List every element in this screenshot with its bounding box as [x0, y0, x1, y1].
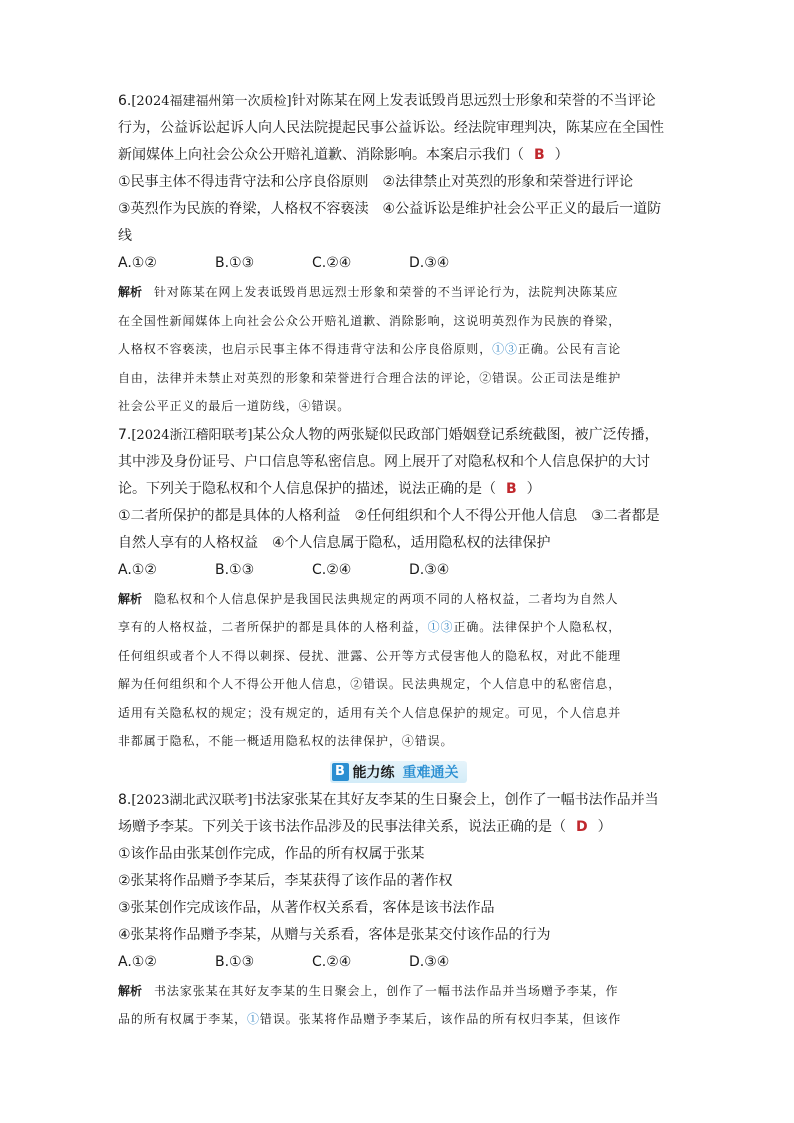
- choice-d: D.③④: [409, 561, 450, 578]
- question-7-options-row2: 自然人享有的人格权益 ④个人信息属于隐私，适用隐私权的法律保护: [118, 534, 551, 551]
- section-banner: [330, 761, 467, 783]
- question-8-choices: [118, 949, 678, 976]
- question-6-stem-line2: 行为，公益诉讼起诉人向人民法院提起民事公益诉讼。经法院审理判决，陈某应在全国性: [118, 120, 664, 136]
- question-6: [118, 88, 678, 420]
- question-7-stem: 7.[2024浙江稽阳联考]某公众人物的两张疑似民政部门婚姻登记系统截图，被广泛传播，: [118, 426, 659, 443]
- choice-d: D.③④: [409, 953, 450, 970]
- question-6-options-row2: ③英烈作为民族的脊梁，人格权不容亵渎 ④公益诉讼是维护社会公平正义的最后一道防: [118, 201, 662, 217]
- explanation-label: 解析: [118, 591, 143, 606]
- question-7-answer: B: [506, 480, 517, 497]
- highlight-options: ①③: [492, 342, 518, 356]
- section-header: [118, 759, 678, 785]
- question-6-answer: B: [534, 147, 545, 163]
- question-8-stem-line2: 场赠予李某。下列关于该书法作品涉及的民事法律关系，说法正确的是（ D ）: [118, 818, 612, 835]
- question-8-option-3: ③张某创作完成该作品，从著作权关系看，客体是该书法作品: [118, 899, 495, 916]
- question-8-stem: 8.[2023湖北武汉联考]书法家张某在其好友李某的生日聚会上，创作了一幅书法作品并当: [118, 791, 659, 808]
- choice-c: C.②④: [312, 561, 352, 578]
- question-7: [118, 422, 678, 755]
- question-8-explanation: 解析 书法家张某在其好友李某的生日聚会上，创作了一幅书法作品并当场赠予李某，作 品的所有权属于李某，①错误。张某将作品赠予李某后，该作品的所有权归李某，但该作: [118, 983, 622, 1026]
- choice-b: B.①③: [215, 953, 255, 970]
- question-7-choices: [118, 557, 678, 584]
- document-page: [118, 88, 678, 1035]
- section-subtitle: 重难通关: [402, 764, 459, 781]
- question-8-option-2: ②张某将作品赠予李某后，李某获得了该作品的著作权: [118, 872, 453, 889]
- question-6-stem-line3: 新闻媒体上向社会公众公开赔礼道歉、消除影响。本案启示我们（ B ）: [118, 147, 569, 163]
- choice-c: C.②④: [312, 255, 352, 271]
- question-7-stem-line2: 其中涉及身份证号、户口信息等私密信息。网上展开了对隐私权和个人信息保护的大讨: [118, 453, 650, 470]
- explanation-label: 解析: [118, 285, 143, 299]
- explanation-label: 解析: [118, 983, 143, 998]
- section-badge: B: [332, 763, 349, 781]
- question-7-source: [2024浙江稽阳联考]: [131, 427, 253, 443]
- question-8: [118, 787, 678, 1033]
- question-8-option-4: ④张某将作品赠予李某，从赠与关系看，客体是张某交付该作品的行为: [118, 926, 551, 943]
- question-6-stem: 6.[2024福建福州第一次质检]针对陈某在网上发表诋毁肖思远烈士形象和荣誉的不当评论: [118, 93, 656, 109]
- choice-a: A.①②: [118, 953, 157, 970]
- question-6-options-row3: 线: [118, 228, 132, 244]
- section-title: 能力练: [352, 764, 395, 781]
- highlight-options: ①③: [427, 620, 454, 634]
- question-7-options-row1: ①二者所保护的都是具体的人格利益 ②任何组织和个人不得公开他人信息 ③二者都是: [118, 507, 660, 524]
- question-6-explanation: 解析 针对陈某在网上发表诋毁肖思远烈士形象和荣誉的不当评论行为，法院判决陈某应 在全国性新闻媒体上向社会公众公开赔礼道歉、消除影响，这说明英烈作为民族的脊梁， 人格权不容亵渎，也启示民事主体不得违背守法和公序良俗原则，①③正确。公民有言论 自由，法律并未禁止对英烈的形象和荣誉进行合理合法的评论，②错误。公正司法是维护 社会公平正义的最后一道防线，④错误。: [118, 285, 622, 413]
- question-7-explanation: 解析 隐私权和个人信息保护是我国民法典规定的两项不同的人格权益，二者均为自然人 享有的人格权益，二者所保护的都是具体的人格利益，①③正确。法律保护个人隐私权， 任何组织或者个人不得以刺探、侵扰、泄露、公开等方式侵害他人的隐私权，对此不能理 解为任何组织和个人不得公开他人信息，②错误。民法典规定，个人信息中的私密信息， 适用有关隐私权的规定；没有规定的，适用有关个人信息保护的规定。可见，个人信息并 非都属于隐私，不能一概适用隐私权的法律保护，④错误。: [118, 591, 622, 748]
- question-8-answer: D: [576, 818, 588, 835]
- question-6-options-row1: ①民事主体不得违背守法和公序良俗原则 ②法律禁止对英烈的形象和荣誉进行评论: [118, 174, 634, 190]
- choice-a: A.①②: [118, 561, 157, 578]
- question-6-source: [2024福建福州第一次质检]: [131, 94, 292, 109]
- question-7-stem-line3: 论。下列关于隐私权和个人信息保护的描述，说法正确的是（ B ）: [118, 480, 541, 497]
- choice-a: A.①②: [118, 255, 157, 271]
- choice-b: B.①③: [215, 561, 255, 578]
- question-8-option-1: ①该作品由张某创作完成，作品的所有权属于张某: [118, 845, 425, 862]
- question-8-source: [2023湖北武汉联考]: [131, 792, 253, 808]
- highlight-options: ①: [247, 1012, 260, 1026]
- choice-b: B.①③: [215, 255, 255, 271]
- choice-d: D.③④: [409, 255, 450, 271]
- choice-c: C.②④: [312, 953, 352, 970]
- question-6-choices: [118, 250, 678, 277]
